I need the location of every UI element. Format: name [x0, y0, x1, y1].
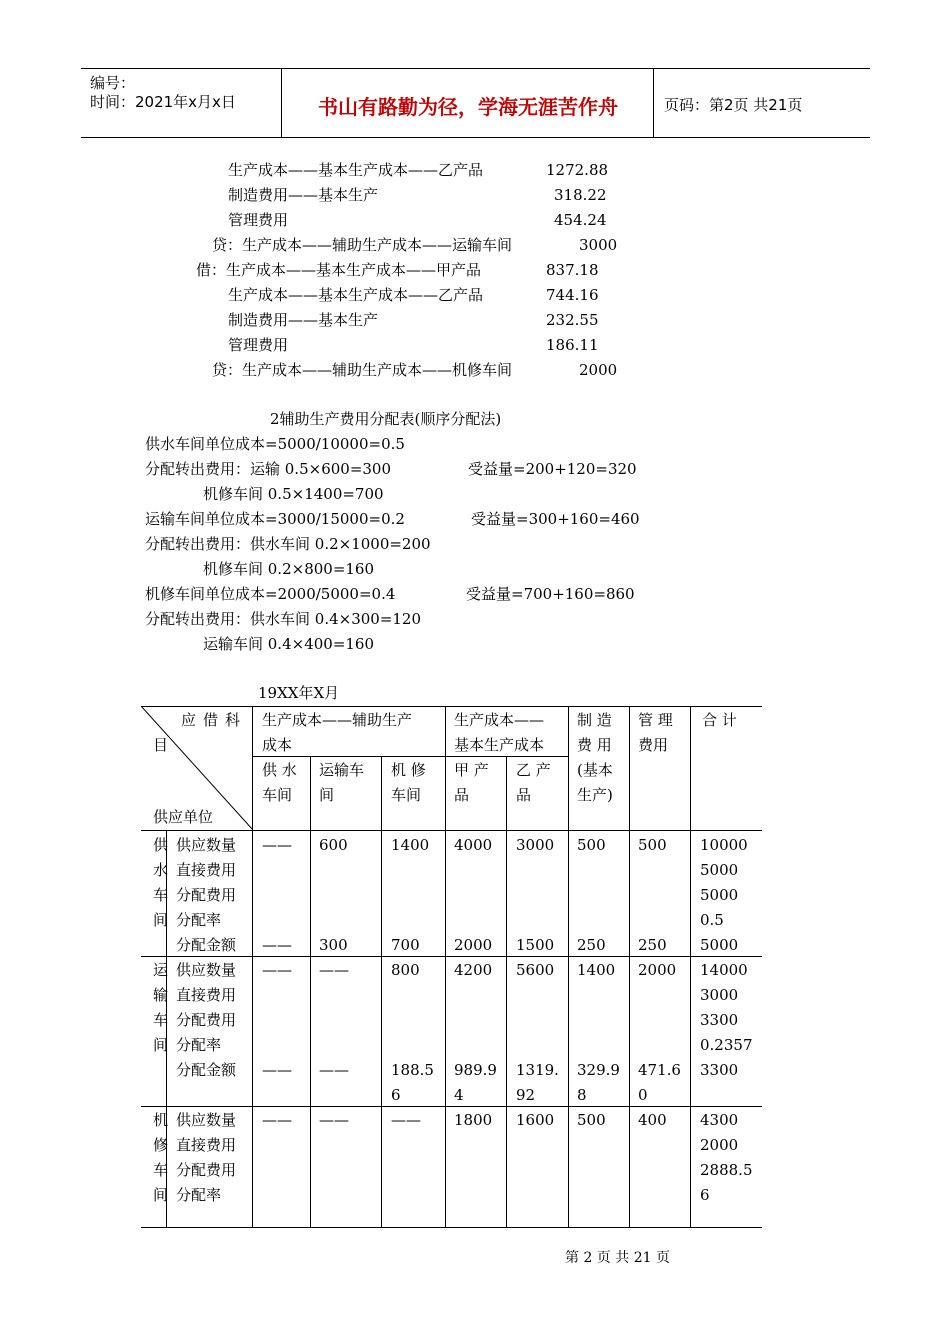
entry-amount: 232.55	[546, 311, 599, 329]
g3-qty: 400	[638, 1111, 667, 1129]
mfg-header-2: 费 用	[577, 736, 612, 754]
entry-text: 制造费用——基本生产	[228, 311, 379, 329]
calc-line: 受益量=300+160=460	[471, 510, 640, 528]
sub-header-water: 供 水	[262, 761, 297, 779]
aux-group-header-2: 成本	[262, 736, 293, 754]
g1-amt: 700	[391, 936, 420, 954]
row-labels-water: 供应数量 直接费用 分配费用 分配率 分配金额	[176, 836, 237, 954]
mfg-header-4: 生产)	[577, 786, 613, 804]
g1-qty: 500	[638, 836, 667, 854]
g2-amt: 471.6	[638, 1061, 681, 1079]
entry-amount: 837.18	[546, 261, 599, 279]
entry-text: 生产成本——基本生产成本——乙产品	[228, 161, 484, 179]
sub-header-repair-2: 车间	[391, 786, 422, 804]
row-labels-repair: 供应数量 直接费用 分配费用 分配率	[176, 1111, 237, 1204]
g3-qty: 500	[577, 1111, 606, 1129]
time-label: 时间：2021年x月x日	[90, 93, 236, 111]
entry-amount: 2000	[579, 361, 618, 379]
entry-text: 贷：生产成本——辅助生产成本——运输车间	[212, 236, 513, 254]
mfg-header-3: (基本	[577, 761, 613, 779]
header-motto: 书山有路勤为径，学海无涯苦作舟	[318, 95, 618, 119]
g2-qty: 800	[391, 961, 420, 979]
entry-text: 管理费用	[228, 336, 289, 354]
entry-text: 生产成本——基本生产成本——乙产品	[228, 286, 484, 304]
calc-line: 机修车间单位成本=2000/5000=0.4	[145, 585, 396, 603]
g2-qty: ——	[262, 961, 292, 979]
g2-amt: 329.9	[577, 1061, 620, 1079]
g2-amt-wrap: 0	[638, 1086, 648, 1104]
corner-supplier-label: 供应单位	[153, 808, 214, 826]
g3-qty: 1800	[454, 1111, 493, 1129]
calc-line: 机修车间 0.5×1400=700	[203, 485, 384, 503]
g2-amt: ——	[262, 1061, 292, 1079]
calc-line: 供水车间单位成本=5000/10000=0.5	[145, 435, 405, 453]
g1-amt: 2000	[454, 936, 493, 954]
sub-header-transport-2: 间	[319, 786, 335, 804]
g1-qty: 600	[319, 836, 348, 854]
entry-text: 借：生产成本——基本生产成本——甲产品	[196, 261, 482, 279]
g2-amt: 188.5	[391, 1061, 434, 1079]
entry-text: 管理费用	[228, 211, 289, 229]
section-title: 2辅助生产费用分配表(顺序分配法)	[270, 410, 502, 428]
g2-qty: 5600	[516, 961, 555, 979]
g1-totals: 10000 5000 5000 0.5 5000	[700, 836, 748, 954]
group-name-repair: 机 修 车 间	[153, 1111, 169, 1204]
row-labels-transport: 供应数量 直接费用 分配费用 分配率 分配金额	[176, 961, 237, 1079]
entry-amount: 744.16	[546, 286, 599, 304]
mfg-header: 制 造	[577, 711, 612, 729]
base-group-header-2: 基本生产成本	[454, 736, 545, 754]
sub-header-repair: 机 修	[391, 761, 426, 779]
entry-amount: 318.22	[554, 186, 607, 204]
g2-amt-wrap: 8	[577, 1086, 587, 1104]
sub-header-product-a-2: 品	[454, 786, 470, 804]
sub-header-water-2: 车间	[262, 786, 293, 804]
calc-line: 分配转出费用：供水车间 0.4×300=120	[145, 610, 422, 628]
g2-amt-wrap: 6	[391, 1086, 401, 1104]
group-name-transport: 运 输 车 间	[153, 961, 169, 1054]
g2-amt-wrap: 4	[454, 1086, 464, 1104]
corner-debit-label: 应借科	[181, 711, 248, 729]
entry-text: 贷：生产成本——辅助生产成本——机修车间	[212, 361, 513, 379]
entry-amount: 186.11	[546, 336, 599, 354]
g3-qty: 1600	[516, 1111, 555, 1129]
base-group-header: 生产成本——	[454, 711, 545, 729]
calc-line: 分配转出费用：运输 0.5×600=300	[145, 460, 392, 478]
g2-qty: 1400	[577, 961, 616, 979]
g1-amt: 300	[319, 936, 348, 954]
g1-qty: 4000	[454, 836, 493, 854]
g1-amt: 250	[577, 936, 606, 954]
g2-amt: ——	[319, 1061, 349, 1079]
g3-totals: 4300 2000 2888.5 6	[700, 1111, 753, 1204]
g2-amt-wrap: 92	[516, 1086, 536, 1104]
g2-qty: 4200	[454, 961, 493, 979]
allocation-table	[141, 706, 762, 1228]
g1-qty: 500	[577, 836, 606, 854]
g3-qty: ——	[319, 1111, 349, 1129]
calc-line: 受益量=700+160=860	[466, 585, 635, 603]
calc-line: 运输车间 0.4×400=160	[203, 635, 375, 653]
aux-group-header: 生产成本——辅助生产	[262, 711, 413, 729]
g2-amt: 989.9	[454, 1061, 497, 1079]
entry-amount: 3000	[579, 236, 618, 254]
page-footer: 第 2 页 共 21 页	[565, 1250, 670, 1266]
group-name-water: 供 水 车 间	[153, 836, 169, 929]
admin-header: 管 理	[638, 711, 673, 729]
calc-line: 受益量=200+120=320	[468, 460, 637, 478]
g1-amt: ——	[262, 936, 292, 954]
entry-amount: 454.24	[554, 211, 607, 229]
g1-qty: ——	[262, 836, 292, 854]
g1-qty: 3000	[516, 836, 555, 854]
g2-qty: 2000	[638, 961, 677, 979]
g1-qty: 1400	[391, 836, 430, 854]
calc-line: 运输车间单位成本=3000/15000=0.2	[145, 510, 405, 528]
calc-line: 机修车间 0.2×800=160	[203, 560, 375, 578]
g2-qty: ——	[319, 961, 349, 979]
g2-totals: 14000 3000 3300 0.2357 3300	[700, 961, 753, 1079]
sub-header-product-a: 甲 产	[454, 761, 489, 779]
table-date: 19XX年X月	[258, 684, 340, 702]
g1-amt: 250	[638, 936, 667, 954]
sub-header-product-b: 乙 产	[516, 761, 551, 779]
calc-line: 分配转出费用：供水车间 0.2×1000=200	[145, 535, 431, 553]
g2-amt: 1319.	[516, 1061, 559, 1079]
total-header: 合 计	[702, 711, 737, 729]
sub-header-transport: 运输车	[319, 761, 365, 779]
admin-header-2: 费用	[638, 736, 669, 754]
sub-header-product-b-2: 品	[516, 786, 532, 804]
entry-text: 制造费用——基本生产	[228, 186, 379, 204]
entry-amount: 1272.88	[546, 161, 609, 179]
page-indicator: 页码：第2页 共21页	[664, 96, 803, 114]
number-label: 编号：	[90, 74, 136, 92]
corner-debit-label-2: 目	[153, 736, 169, 754]
g1-amt: 1500	[516, 936, 555, 954]
g3-qty: ——	[262, 1111, 292, 1129]
g3-qty: ——	[391, 1111, 421, 1129]
